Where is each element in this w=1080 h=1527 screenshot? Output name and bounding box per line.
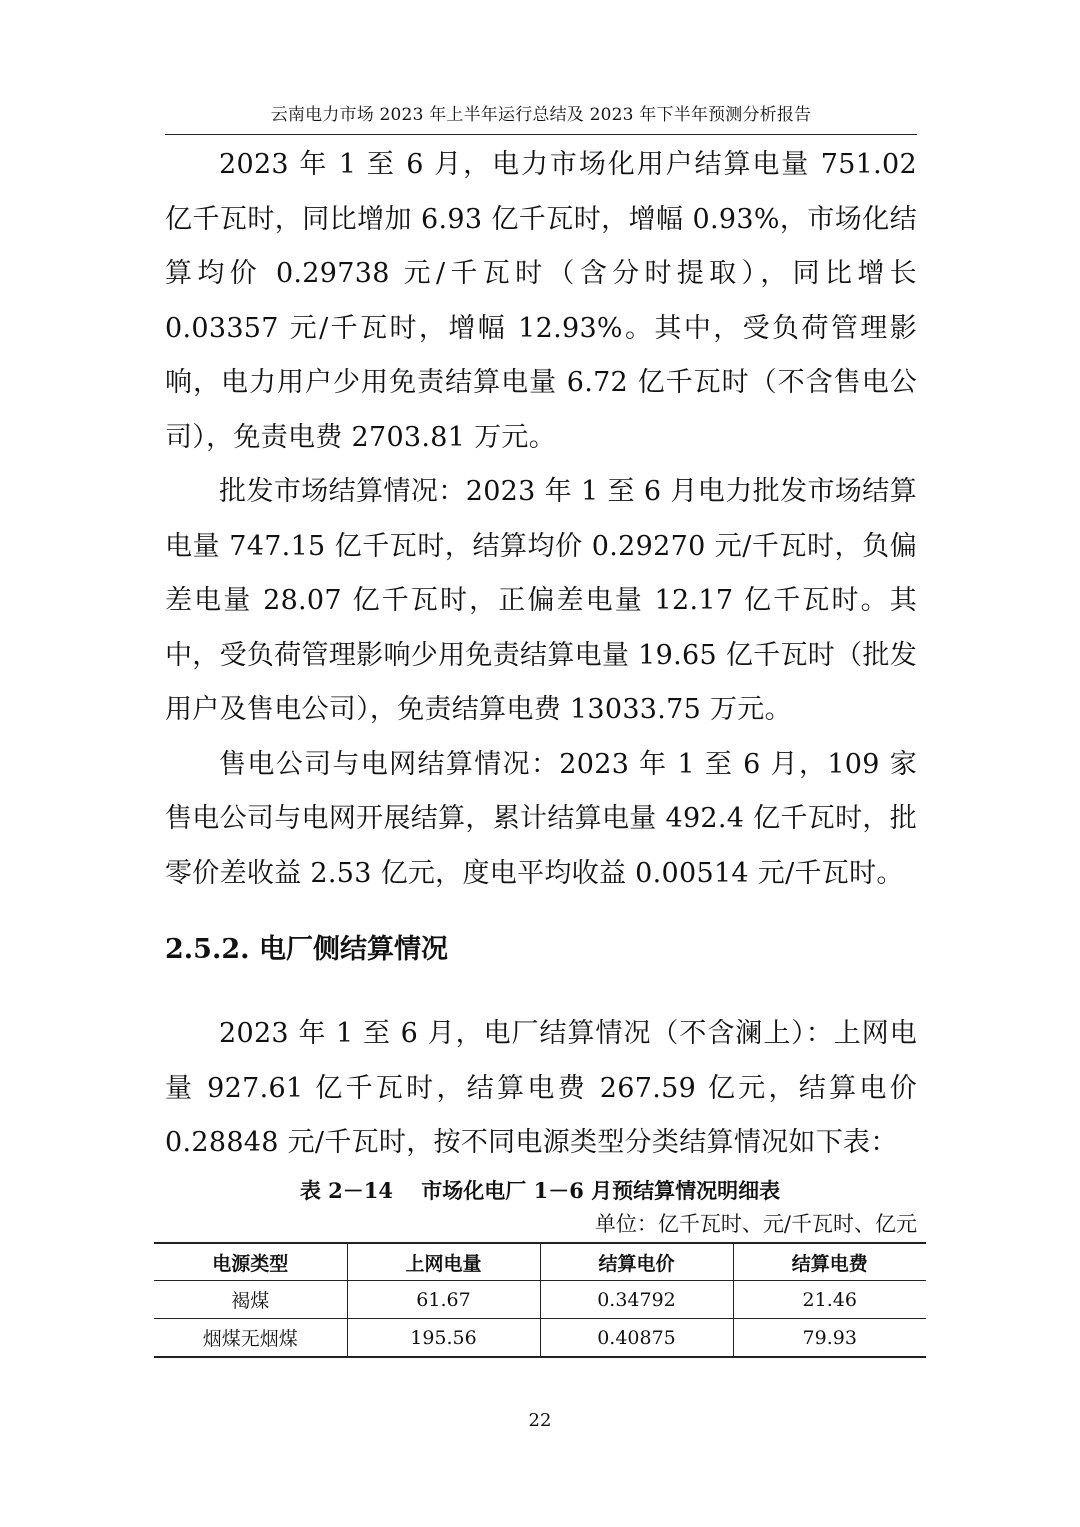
cell-power-type: 烟煤无烟煤: [154, 1319, 347, 1358]
cell-grid-energy: 61.67: [347, 1281, 540, 1319]
cell-grid-energy: 195.56: [347, 1319, 540, 1358]
cell-settlement-fee: 21.46: [733, 1281, 926, 1319]
paragraph-user-settlement: 2023 年 1 至 6 月，电力市场化用户结算电量 751.02 亿千瓦时，同比增加 6.93 亿千瓦时，增幅 0.93%，市场化结算均价 0.29738 元/千瓦时（含分时提取），同比增长 0.03357 元/千瓦时，增幅 12.93%。其中，受负荷管理影响，电力用户少用免责结算电量 6.72 亿千瓦时（不含售电公司），免责电费 2703.81 万元。: [165, 149, 917, 453]
cell-settlement-fee: 79.93: [733, 1319, 926, 1358]
table-header-row: [154, 1243, 926, 1281]
paragraph-retailer-settlement: 售电公司与电网结算情况：2023 年 1 至 6 月，109 家售电公司与电网开展结算，累计结算电量 492.4 亿千瓦时，批零价差收益 2.53 亿元，度电平均收益 0.00514 元/千瓦时。: [165, 748, 917, 889]
table-row: [154, 1281, 926, 1319]
page-number: 22: [528, 1410, 552, 1431]
table-unit: 单位：亿千瓦时、元/千瓦时、亿元: [594, 1212, 917, 1236]
column-header-settlement-fee: 结算电费: [733, 1243, 926, 1281]
column-header-settlement-price: 结算电价: [540, 1243, 733, 1281]
paragraph-plant-settlement: 2023 年 1 至 6 月，电厂结算情况（不含澜上）：上网电量 927.61 亿千瓦时，结算电费 267.59 亿元，结算电价 0.28848 元/千瓦时，按不同电源类型分类结算情况如下表：: [165, 1018, 917, 1158]
table-caption: 表 2－14 市场化电厂 1－6 月预结算情况明细表: [299, 1178, 781, 1203]
settlement-table: [154, 1242, 926, 1358]
column-header-grid-energy: 上网电量: [347, 1243, 540, 1281]
document-body: [165, 138, 917, 1171]
page-header: 云南电力市场 2023 年上半年运行总结及 2023 年下半年预测分析报告: [270, 105, 812, 125]
column-header-power-type: 电源类型: [154, 1243, 347, 1281]
cell-power-type: 褐煤: [154, 1281, 347, 1319]
cell-settlement-price: 0.40875: [540, 1319, 733, 1358]
table-row: [154, 1319, 926, 1358]
cell-settlement-price: 0.34792: [540, 1281, 733, 1319]
paragraph-wholesale-settlement: 批发市场结算情况：2023 年 1 至 6 月电力批发市场结算电量 747.15 亿千瓦时，结算均价 0.29270 元/千瓦时，负偏差电量 28.07 亿千瓦时，正偏差电量 12.17 亿千瓦时。其中，受负荷管理影响少用免责结算电量 19.65 亿千瓦时（批发用户及售电公司），免责结算电费 13033.75 万元。: [165, 476, 917, 725]
section-heading: 2.5.2. 电厂侧结算情况: [165, 934, 448, 965]
header-divider: [165, 134, 917, 135]
